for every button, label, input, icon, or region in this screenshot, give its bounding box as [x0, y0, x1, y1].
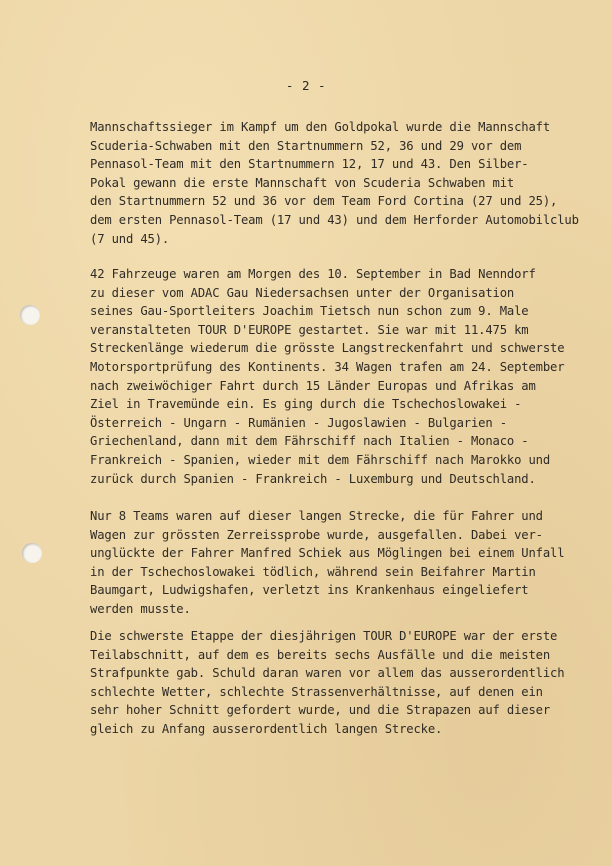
text-line: Ziel in Travemünde ein. Es ging durch die Tschechoslowakei -: [90, 397, 522, 412]
text-line: den Startnummern 52 und 36 vor dem Team Ford Cortina (27 und 25),: [90, 194, 558, 209]
text-line: Baumgart, Ludwigshafen, verletzt ins Krankenhaus eingeliefert: [90, 583, 529, 598]
punch-hole: [22, 543, 42, 563]
text-line: nach zweiwöchiger Fahrt durch 15 Länder Europas und Afrikas am: [90, 378, 536, 393]
text-line: Scuderia-Schwaben mit den Startnummern 52, 36 und 29 vor dem: [90, 138, 522, 153]
text-line: schlechte Wetter, schlechte Strassenverhältnisse, auf denen ein: [90, 684, 543, 699]
text-line: Österreich - Ungarn - Rumänien - Jugoslawien - Bulgarien -: [90, 415, 507, 430]
paragraph-race-route: [90, 265, 600, 488]
text-line: Motorsportprüfung des Kontinents. 34 Wagen trafen am 24. September: [90, 359, 565, 374]
text-line: zu dieser vom ADAC Gau Niedersachsen unter der Organisation: [90, 285, 515, 300]
text-line: gleich zu Anfang ausserordentlich langen Strecke.: [90, 721, 443, 736]
page-number: - 2 -: [285, 78, 327, 93]
text-line: Nur 8 Teams waren auf dieser langen Strecke, die für Fahrer und: [90, 509, 543, 523]
text-line: Pennasol-Team mit den Startnummern 12, 17 und 43. Den Silber-: [90, 157, 529, 172]
text-line: Frankreich - Spanien, wieder mit dem Fährschiff nach Marokko und: [90, 452, 550, 467]
text-line: Griechenland, dann mit dem Fährschiff nach Italien - Monaco -: [90, 434, 529, 449]
text-line: Strafpunkte gab. Schuld daran waren vor allem das ausserordentlich: [90, 666, 565, 681]
paragraph-hardest-stage: [90, 627, 600, 739]
text-line: Mannschaftssieger im Kampf um den Goldpokal wurde die Mannschaft: [90, 120, 550, 134]
text-line: 42 Fahrzeuge waren am Morgen des 10. September in Bad Nenndorf: [90, 267, 536, 281]
text-line: Die schwerste Etappe der diesjährigen TOUR D'EUROPE war der erste: [90, 629, 558, 643]
text-line: Streckenlänge wiederum die grösste Langstreckenfahrt und schwerste: [90, 341, 565, 356]
text-line: dem ersten Pennasol-Team (17 und 43) und dem Herforder Automobilclub: [90, 212, 579, 227]
paragraph-team-winners: [90, 118, 600, 248]
paragraph-accident: [90, 507, 600, 619]
text-line: werden musste.: [90, 601, 191, 616]
text-line: Pokal gewann die erste Mannschaft von Scuderia Schwaben mit: [90, 175, 515, 190]
text-line: unglückte der Fahrer Manfred Schiek aus Möglingen bei einem Unfall: [90, 546, 565, 561]
text-line: Teilabschnitt, auf dem es bereits sechs Ausfälle und die meisten: [90, 647, 550, 662]
text-line: in der Tschechoslowakei tödlich, während sein Beifahrer Martin: [90, 564, 536, 579]
punch-hole: [20, 305, 40, 325]
text-line: seines Gau-Sportleiters Joachim Tietsch nun schon zum 9. Male: [90, 304, 529, 319]
text-line: veranstalteten TOUR D'EUROPE gestartet. Sie war mit 11.475 km: [90, 322, 529, 337]
text-line: Wagen zur grössten Zerreissprobe wurde, ausgefallen. Dabei ver-: [90, 527, 543, 542]
text-line: zurück durch Spanien - Frankreich - Luxemburg und Deutschland.: [90, 471, 536, 486]
text-line: (7 und 45).: [90, 231, 170, 246]
text-line: sehr hoher Schnitt gefordert wurde, und die Strapazen auf dieser: [90, 703, 550, 718]
